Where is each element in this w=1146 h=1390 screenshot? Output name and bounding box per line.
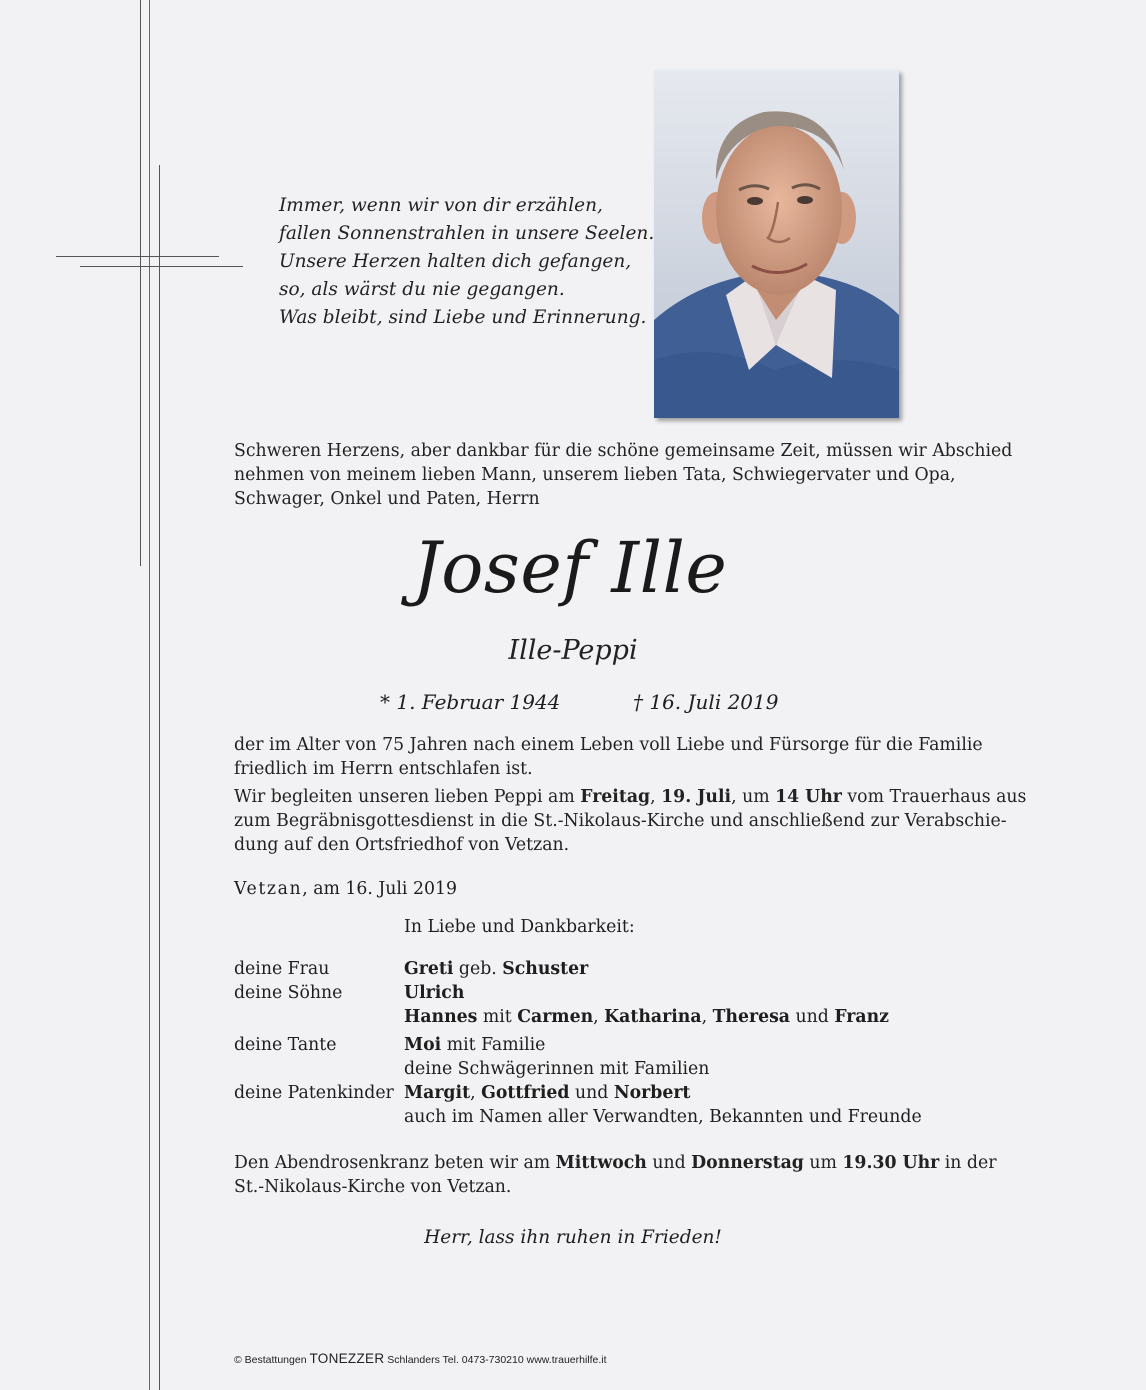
dedication-line: In Liebe und Dankbarkeit: bbox=[404, 917, 635, 937]
rosary-text: Den Abendrosenkranz beten wir am bbox=[234, 1153, 556, 1173]
grandchild-name: Carmen bbox=[517, 1007, 594, 1027]
son-name: Ulrich bbox=[404, 983, 465, 1003]
wife-name: Greti bbox=[404, 959, 454, 979]
death-date: † 16. Juli 2019 bbox=[633, 690, 779, 714]
portrait-photo bbox=[654, 70, 899, 418]
funeral-text: vom Trauerhaus aus bbox=[841, 787, 1027, 807]
footer-suffix: Schlanders Tel. 0473-730210 www.trauerhilfe.it bbox=[384, 1354, 607, 1366]
memorial-poem bbox=[279, 192, 654, 332]
funeral-day: Freitag bbox=[580, 787, 651, 807]
birth-date: * 1. Februar 1944 bbox=[380, 690, 561, 714]
cross-horizontal-line-bottom bbox=[80, 266, 243, 267]
cross-horizontal-line-top bbox=[56, 256, 219, 257]
intro-line: Schweren Herzens, aber dankbar für die schöne gemeinsame Zeit, müssen wir Abschied bbox=[234, 441, 1013, 461]
passing-paragraph bbox=[234, 734, 983, 782]
godchild-name: Gottfried bbox=[481, 1083, 570, 1103]
connector-text: , bbox=[593, 1007, 605, 1027]
intro-paragraph bbox=[234, 440, 1013, 511]
funeral-text: Wir begleiten unseren lieben Peppi am bbox=[234, 787, 581, 807]
godchild-name: Norbert bbox=[613, 1083, 691, 1103]
rosary-day: Donnerstag bbox=[691, 1153, 804, 1173]
connector-text: und bbox=[569, 1083, 614, 1103]
mourner-aunt bbox=[404, 1033, 545, 1057]
connector-text: , bbox=[701, 1007, 713, 1027]
rosary-paragraph bbox=[234, 1152, 997, 1200]
mourner-godchildren bbox=[404, 1081, 690, 1105]
son-name: Hannes bbox=[404, 1007, 478, 1027]
date-text: , am 16. Juli 2019 bbox=[302, 879, 457, 899]
poem-line: fallen Sonnenstrahlen in unsere Seelen. bbox=[279, 223, 655, 244]
connector-text: mit Familie bbox=[441, 1035, 546, 1055]
grandchild-name: Franz bbox=[834, 1007, 889, 1027]
wife-maiden-name: Schuster bbox=[502, 959, 589, 979]
connector-text: , bbox=[470, 1083, 482, 1103]
connector-text: mit bbox=[477, 1007, 518, 1027]
poem-line: Was bleibt, sind Liebe und Erinnerung. bbox=[279, 307, 647, 328]
mourner-label-wife: deine Frau bbox=[234, 959, 330, 979]
connector-text: und bbox=[790, 1007, 835, 1027]
godchild-name: Margit bbox=[404, 1083, 471, 1103]
mourner-relatives: auch im Namen aller Verwandten, Bekannten und Freunde bbox=[404, 1107, 922, 1127]
mourner-son-2 bbox=[404, 1005, 889, 1029]
funeral-text: , um bbox=[731, 787, 776, 807]
rosary-line: St.-Nikolaus-Kirche von Vetzan. bbox=[234, 1176, 512, 1197]
intro-line: nehmen von meinem lieben Mann, unserem lieben Tata, Schwiegervater und Opa, bbox=[234, 464, 956, 485]
footer-credit bbox=[234, 1351, 607, 1366]
mourner-inlaws: deine Schwägerinnen mit Familien bbox=[404, 1059, 710, 1079]
rosary-text: und bbox=[646, 1153, 692, 1173]
footer-brand: TONEZZER bbox=[309, 1351, 385, 1366]
poem-line: Unsere Herzen halten dich gefangen, bbox=[279, 251, 632, 272]
mourner-wife bbox=[404, 957, 588, 981]
grandchild-name: Theresa bbox=[712, 1007, 791, 1027]
deceased-name: Josef Ille bbox=[412, 527, 728, 609]
funeral-text: , bbox=[650, 787, 662, 807]
closing-prayer: Herr, lass ihn ruhen in Frieden! bbox=[424, 1227, 722, 1248]
border-line-left bbox=[149, 0, 150, 1390]
poem-line: Immer, wenn wir von dir erzählen, bbox=[279, 195, 603, 216]
cross-vertical-line-right bbox=[159, 165, 160, 1390]
cross-vertical-line-left bbox=[140, 0, 141, 566]
funeral-line: zum Begräbnisgottesdienst in die St.-Nikolaus-Kirche und anschließend zur Verabschie- bbox=[234, 810, 1007, 831]
rosary-time: 19.30 Uhr bbox=[842, 1153, 940, 1173]
mourner-label-aunt: deine Tante bbox=[234, 1035, 337, 1055]
deceased-nickname: Ille-Peppi bbox=[508, 635, 638, 666]
funeral-line bbox=[234, 786, 1027, 810]
passing-line: der im Alter von 75 Jahren nach einem Leben voll Liebe und Fürsorge für die Familie bbox=[234, 735, 983, 755]
passing-line: friedlich im Herrn entschlafen ist. bbox=[234, 758, 533, 779]
mourner-label-sons: deine Söhne bbox=[234, 983, 343, 1003]
grandchild-name: Katharina bbox=[604, 1007, 702, 1027]
funeral-line: dung auf den Ortsfriedhof von Vetzan. bbox=[234, 834, 570, 855]
rosary-text: um bbox=[803, 1153, 843, 1173]
poem-line: so, als wärst du nie gegangen. bbox=[279, 279, 565, 300]
mourner-son-1 bbox=[404, 981, 464, 1005]
funeral-paragraph bbox=[234, 786, 1027, 857]
nee-text: geb. bbox=[453, 959, 503, 979]
aunt-name: Moi bbox=[404, 1035, 442, 1055]
place: Vetzan bbox=[234, 879, 303, 899]
footer-prefix: © Bestattungen bbox=[234, 1354, 310, 1366]
place-and-date bbox=[234, 877, 457, 901]
rosary-line bbox=[234, 1152, 997, 1176]
funeral-date: 19. Juli bbox=[661, 787, 732, 807]
mourner-label-godchildren: deine Patenkinder bbox=[234, 1083, 394, 1103]
rosary-day: Mittwoch bbox=[555, 1153, 647, 1173]
rosary-text: in der bbox=[939, 1153, 997, 1173]
intro-line: Schwager, Onkel und Paten, Herrn bbox=[234, 488, 540, 509]
funeral-time: 14 Uhr bbox=[775, 787, 842, 807]
